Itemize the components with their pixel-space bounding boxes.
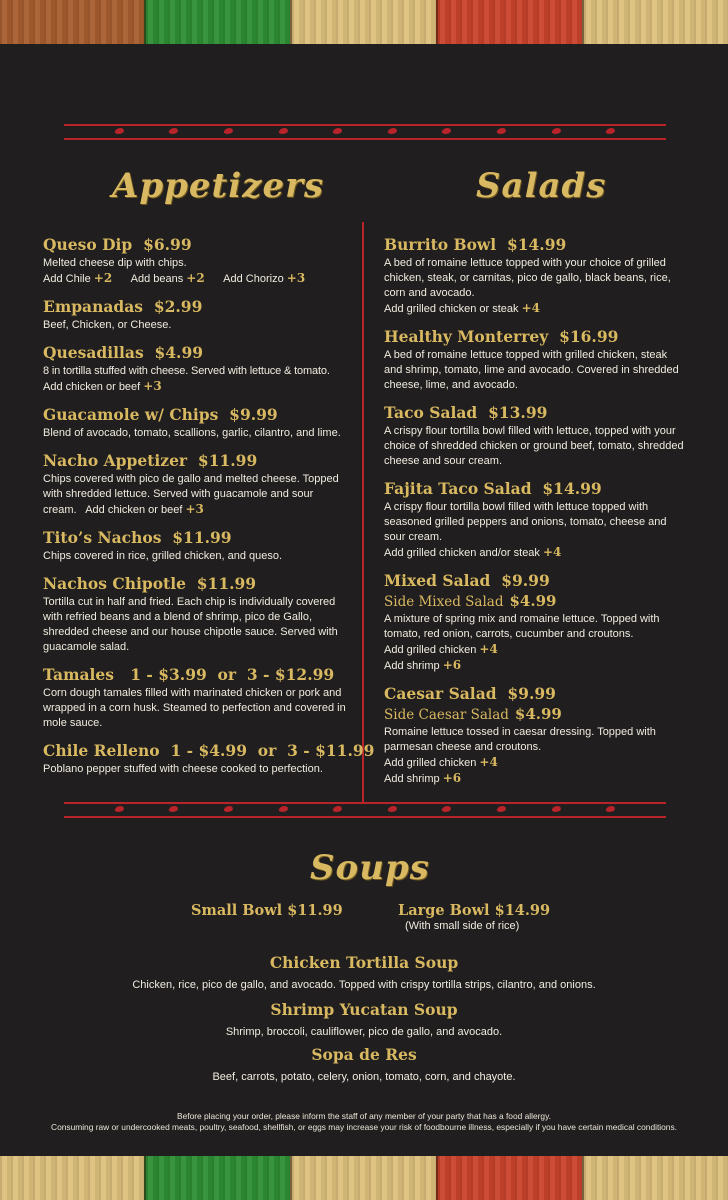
- stripe: [0, 0, 144, 44]
- item-name: Mixed Salad: [384, 571, 491, 590]
- side-size: Side Caesar Salad $4.99: [384, 705, 562, 723]
- soup-item: [0, 1044, 728, 1085]
- item-name: Tito’s Nachos: [43, 528, 162, 547]
- item-price: $11.99: [197, 451, 258, 470]
- stripe: [582, 0, 728, 44]
- item-name: Taco Salad: [384, 403, 478, 422]
- item-description: Beef, Chicken, or Cheese.: [43, 319, 172, 331]
- item-title: [43, 450, 355, 472]
- item-addons: Add grilled chicken +4 Add shrimp +6: [384, 755, 498, 785]
- item-title: [43, 664, 355, 686]
- menu-item: [43, 740, 375, 777]
- soup-name: Shrimp Yucatan Soup: [270, 1000, 458, 1019]
- item-price: $11.99: [196, 574, 257, 593]
- large-bowl-price: Large Bowl $14.99: [398, 902, 551, 919]
- item-addons: Add grilled chicken +4 Add shrimp +6: [384, 642, 498, 672]
- item-name: Caesar Salad: [384, 684, 497, 703]
- item-title: [43, 573, 355, 595]
- menu-item: [384, 570, 684, 674]
- item-price: $13.99: [488, 403, 548, 422]
- item-title: [384, 234, 684, 256]
- column-divider: [362, 222, 364, 802]
- item-description: Corn dough tamales filled with marinated chicken or pork and wrapped in a corn husk. Steamed to perfection and covered in mole sauce.: [43, 687, 346, 729]
- soup-name: Sopa de Res: [311, 1045, 417, 1064]
- stripe: [436, 1156, 582, 1200]
- item-title: [43, 296, 355, 318]
- stripe: [144, 1156, 290, 1200]
- menu-item: [384, 234, 684, 317]
- item-name: Queso Dip: [43, 235, 133, 254]
- item-addons: Add chicken or beef +3: [43, 379, 162, 393]
- stripe: [290, 0, 436, 44]
- item-description: A crispy flour tortilla bowl filled with lettuce, topped with your choice of shredded chicken or ground beef, tomato, shredded cheese and sour cream.: [384, 425, 684, 467]
- large-bowl-note: (With small side of rice): [405, 920, 520, 932]
- menu-item: [43, 234, 355, 287]
- menu-item: [43, 296, 355, 333]
- item-title: [43, 404, 355, 426]
- allergy-disclaimer: Before placing your order, please inform the staff of any member of your party that has a food allergy. Consuming raw or undercooked meats, poultry, seafood, shellfish, or eggs may increase your risk of foodbourne illness, especially if you have certain medical conditions.: [51, 1111, 677, 1132]
- middle-divider: [64, 802, 666, 818]
- item-price: 1 - $4.99 or 3 - $11.99: [170, 741, 375, 760]
- menu-item: [43, 450, 355, 518]
- item-price: $9.99: [507, 684, 556, 703]
- stripe: [144, 0, 290, 44]
- menu-item: [43, 404, 355, 441]
- item-description: Romaine lettuce tossed in caesar dressing. Topped with parmesan cheese and croutons.: [384, 726, 656, 753]
- appetizers-column: [43, 234, 375, 786]
- item-title: [384, 683, 684, 705]
- stripe: [290, 1156, 436, 1200]
- item-price: $9.99: [229, 405, 278, 424]
- item-name: Healthy Monterrey: [384, 327, 549, 346]
- menu-item: [43, 527, 355, 564]
- item-price: 1 - $3.99 or 3 - $12.99: [130, 665, 335, 684]
- item-addons: Add grilled chicken and/or steak +4: [384, 545, 562, 559]
- item-title: [384, 478, 684, 500]
- bottom-wood-stripes: [0, 1156, 728, 1200]
- item-name: Guacamole w/ Chips: [43, 405, 219, 424]
- stripe: [582, 1156, 728, 1200]
- item-price: $16.99: [559, 327, 619, 346]
- item-name: Fajita Taco Salad: [384, 479, 532, 498]
- soup-description: Beef, carrots, potato, celery, onion, tomato, corn, and chayote.: [212, 1071, 516, 1083]
- soup-description: Shrimp, broccoli, cauliflower, pico de gallo, and avocado.: [225, 1026, 503, 1038]
- menu-item: [384, 478, 684, 561]
- item-description: 8 in tortilla stuffed with cheese. Served with lettuce & tomato.: [43, 365, 330, 377]
- item-description: A bed of romaine lettuce topped with grilled chicken, steak and shrimp, tomato, lime and avocado. Covered in shredded cheese, lime, and avocado.: [384, 349, 679, 391]
- item-description: A crispy flour tortilla bowl filled with lettuce topped with seasoned grilled peppers and onions, tomato, cheese and sour cream.: [384, 501, 667, 543]
- salads-column: [384, 234, 684, 796]
- item-name: Nachos Chipotle: [43, 574, 186, 593]
- stripe: [436, 0, 582, 44]
- item-price: $6.99: [143, 235, 192, 254]
- item-price: $14.99: [542, 479, 602, 498]
- item-name: Chile Relleno: [43, 741, 160, 760]
- item-name: Nacho Appetizer: [43, 451, 188, 470]
- item-title: [384, 326, 684, 348]
- item-title: [43, 527, 355, 549]
- menu-item: [384, 683, 684, 787]
- item-description: Poblano pepper stuffed with cheese cooked to perfection.: [43, 763, 323, 775]
- menu-item: [384, 402, 684, 469]
- soup-description: Chicken, rice, pico de gallo, and avocado. Topped with crispy tortilla strips, cilantro, and onions.: [132, 979, 596, 991]
- appetizers-heading: Appetizers: [112, 166, 325, 206]
- item-price: $9.99: [501, 571, 550, 590]
- item-description: Chips covered in rice, grilled chicken, and queso.: [43, 550, 283, 562]
- item-addons: Add grilled chicken or steak +4: [384, 301, 540, 315]
- item-description: A bed of romaine lettuce topped with your choice of grilled chicken, steak, or carnitas, pico de gallo, black beans, rice, corn and avocado.: [384, 257, 671, 299]
- item-price: $11.99: [172, 528, 232, 547]
- soup-name: Chicken Tortilla Soup: [269, 953, 459, 972]
- item-price: $14.99: [506, 235, 567, 254]
- item-description: Chips covered with pico de gallo and melted cheese. Topped with shredded lettuce. Served with guacamole and sour cream. Add chicken or beef +3: [43, 473, 339, 516]
- stripe: [0, 1156, 144, 1200]
- item-addons: Add Chile +2 Add beans +2 Add Chorizo +3: [43, 271, 306, 285]
- menu-item: [43, 342, 355, 395]
- menu-item: [43, 573, 355, 655]
- item-price: $4.99: [154, 343, 204, 362]
- item-title: [43, 740, 375, 762]
- small-bowl-price: Small Bowl $11.99: [191, 902, 343, 919]
- side-size: Side Mixed Salad $4.99: [384, 592, 557, 610]
- salads-heading: Salads: [476, 166, 607, 206]
- menu-item: [384, 326, 684, 393]
- item-name: Quesadillas: [43, 343, 144, 362]
- item-name: Tamales: [43, 665, 115, 684]
- top-divider: [64, 124, 666, 140]
- item-price: $2.99: [153, 297, 203, 316]
- item-description: Tortilla cut in half and fried. Each chip is individually covered with refried beans and a blend of shrimp, pico de Gallo, shredded cheese and our house chipotle sauce. Served with guacamole salad.: [43, 596, 338, 653]
- item-title: [43, 342, 355, 364]
- soup-item: [0, 999, 728, 1040]
- top-wood-stripes: [0, 0, 728, 44]
- soups-heading: Soups: [310, 848, 430, 888]
- item-name: Burrito Bowl: [384, 235, 497, 254]
- item-title: [384, 402, 684, 424]
- item-name: Empanadas: [43, 297, 144, 316]
- item-description: Melted cheese dip with chips.: [43, 257, 187, 269]
- item-description: A mixture of spring mix and romaine lettuce. Topped with tomato, red onion, carrots, cucumber and croutons.: [384, 613, 660, 640]
- item-title: [43, 234, 355, 256]
- menu-item: [43, 664, 355, 731]
- item-title: [384, 570, 684, 592]
- item-description: Blend of avocado, tomato, scallions, garlic, cilantro, and lime.: [43, 427, 341, 439]
- soup-item: [0, 952, 728, 993]
